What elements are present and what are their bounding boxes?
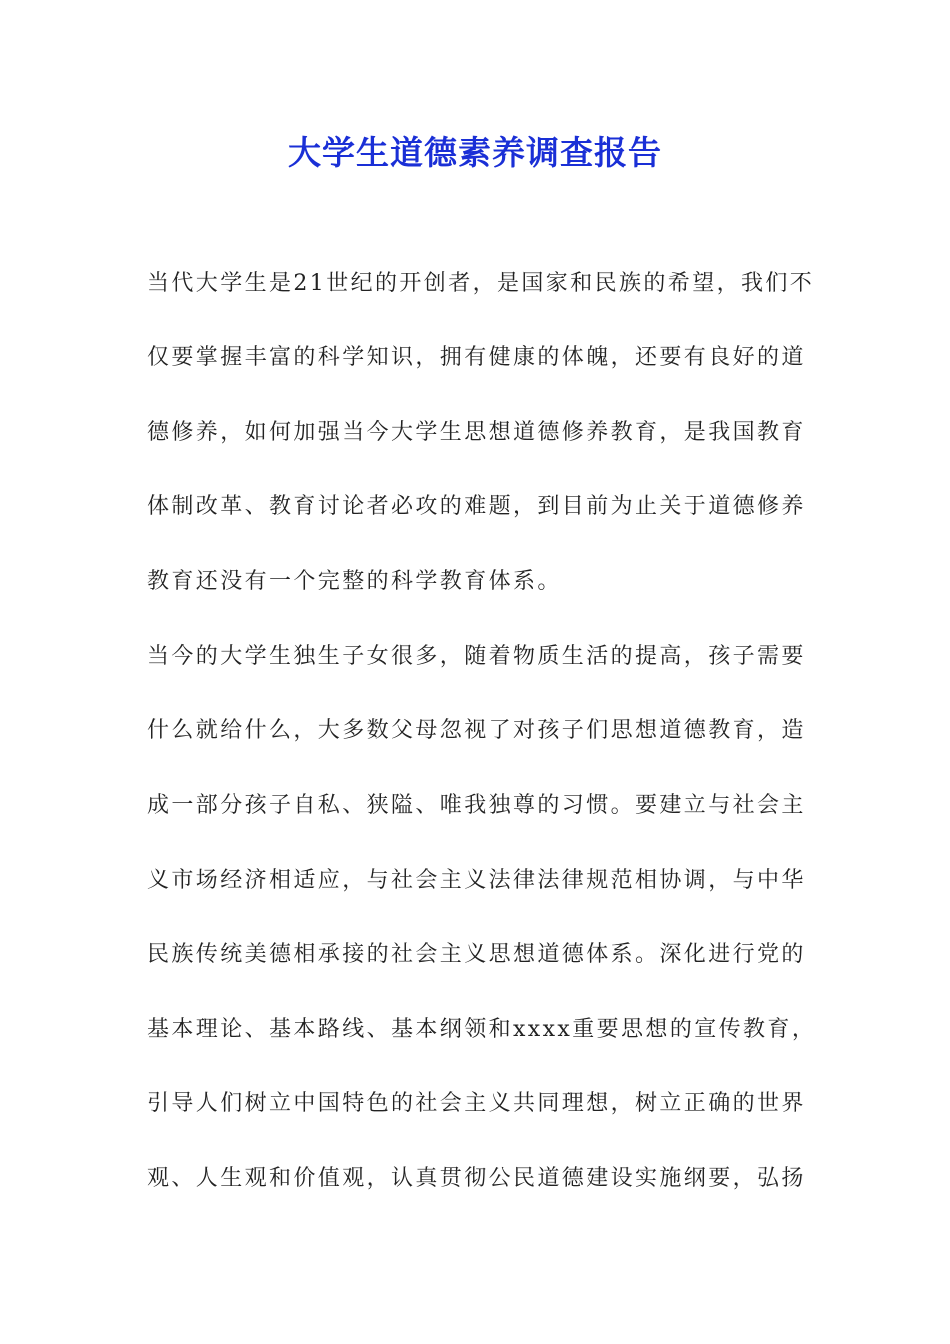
text-line: 当代大学生是21世纪的开创者，是国家和民族的希望，我们不 [147, 271, 815, 296]
text-line: 教育还没有一个完整的科学教育体系。 [147, 569, 562, 594]
text-line: 仅要掌握丰富的科学知识，拥有健康的体魄，还要有良好的道 [147, 345, 806, 370]
text-line: 德修养，如何加强当今大学生思想道德修养教育，是我国教育 [147, 420, 806, 445]
text-line: 义市场经济相适应，与社会主义法律法律规范相协调，与中华 [147, 868, 806, 893]
text-line: 体制改革、教育讨论者必攻的难题，到目前为止关于道德修养 [147, 494, 806, 519]
text-line: 当今的大学生独生子女很多，随着物质生活的提高，孩子需要 [147, 644, 806, 669]
text-line: 民族传统美德相承接的社会主义思想道德体系。深化进行党的 [147, 942, 806, 967]
text-line: 引导人们树立中国特色的社会主义共同理想，树立正确的世界 [147, 1091, 806, 1116]
text-line: 基本理论、基本路线、基本纲领和xxxx重要思想的宣传教育， [147, 1017, 817, 1042]
text-line: 成一部分孩子自私、狭隘、唯我独尊的习惯。要建立与社会主 [147, 793, 806, 818]
document-title: 大学生道德素养调查报告 [288, 133, 662, 172]
text-line: 什么就给什么，大多数父母忽视了对孩子们思想道德教育，造 [147, 718, 806, 743]
text-line: 观、人生观和价值观，认真贯彻公民道德建设实施纲要，弘扬 [147, 1166, 806, 1191]
